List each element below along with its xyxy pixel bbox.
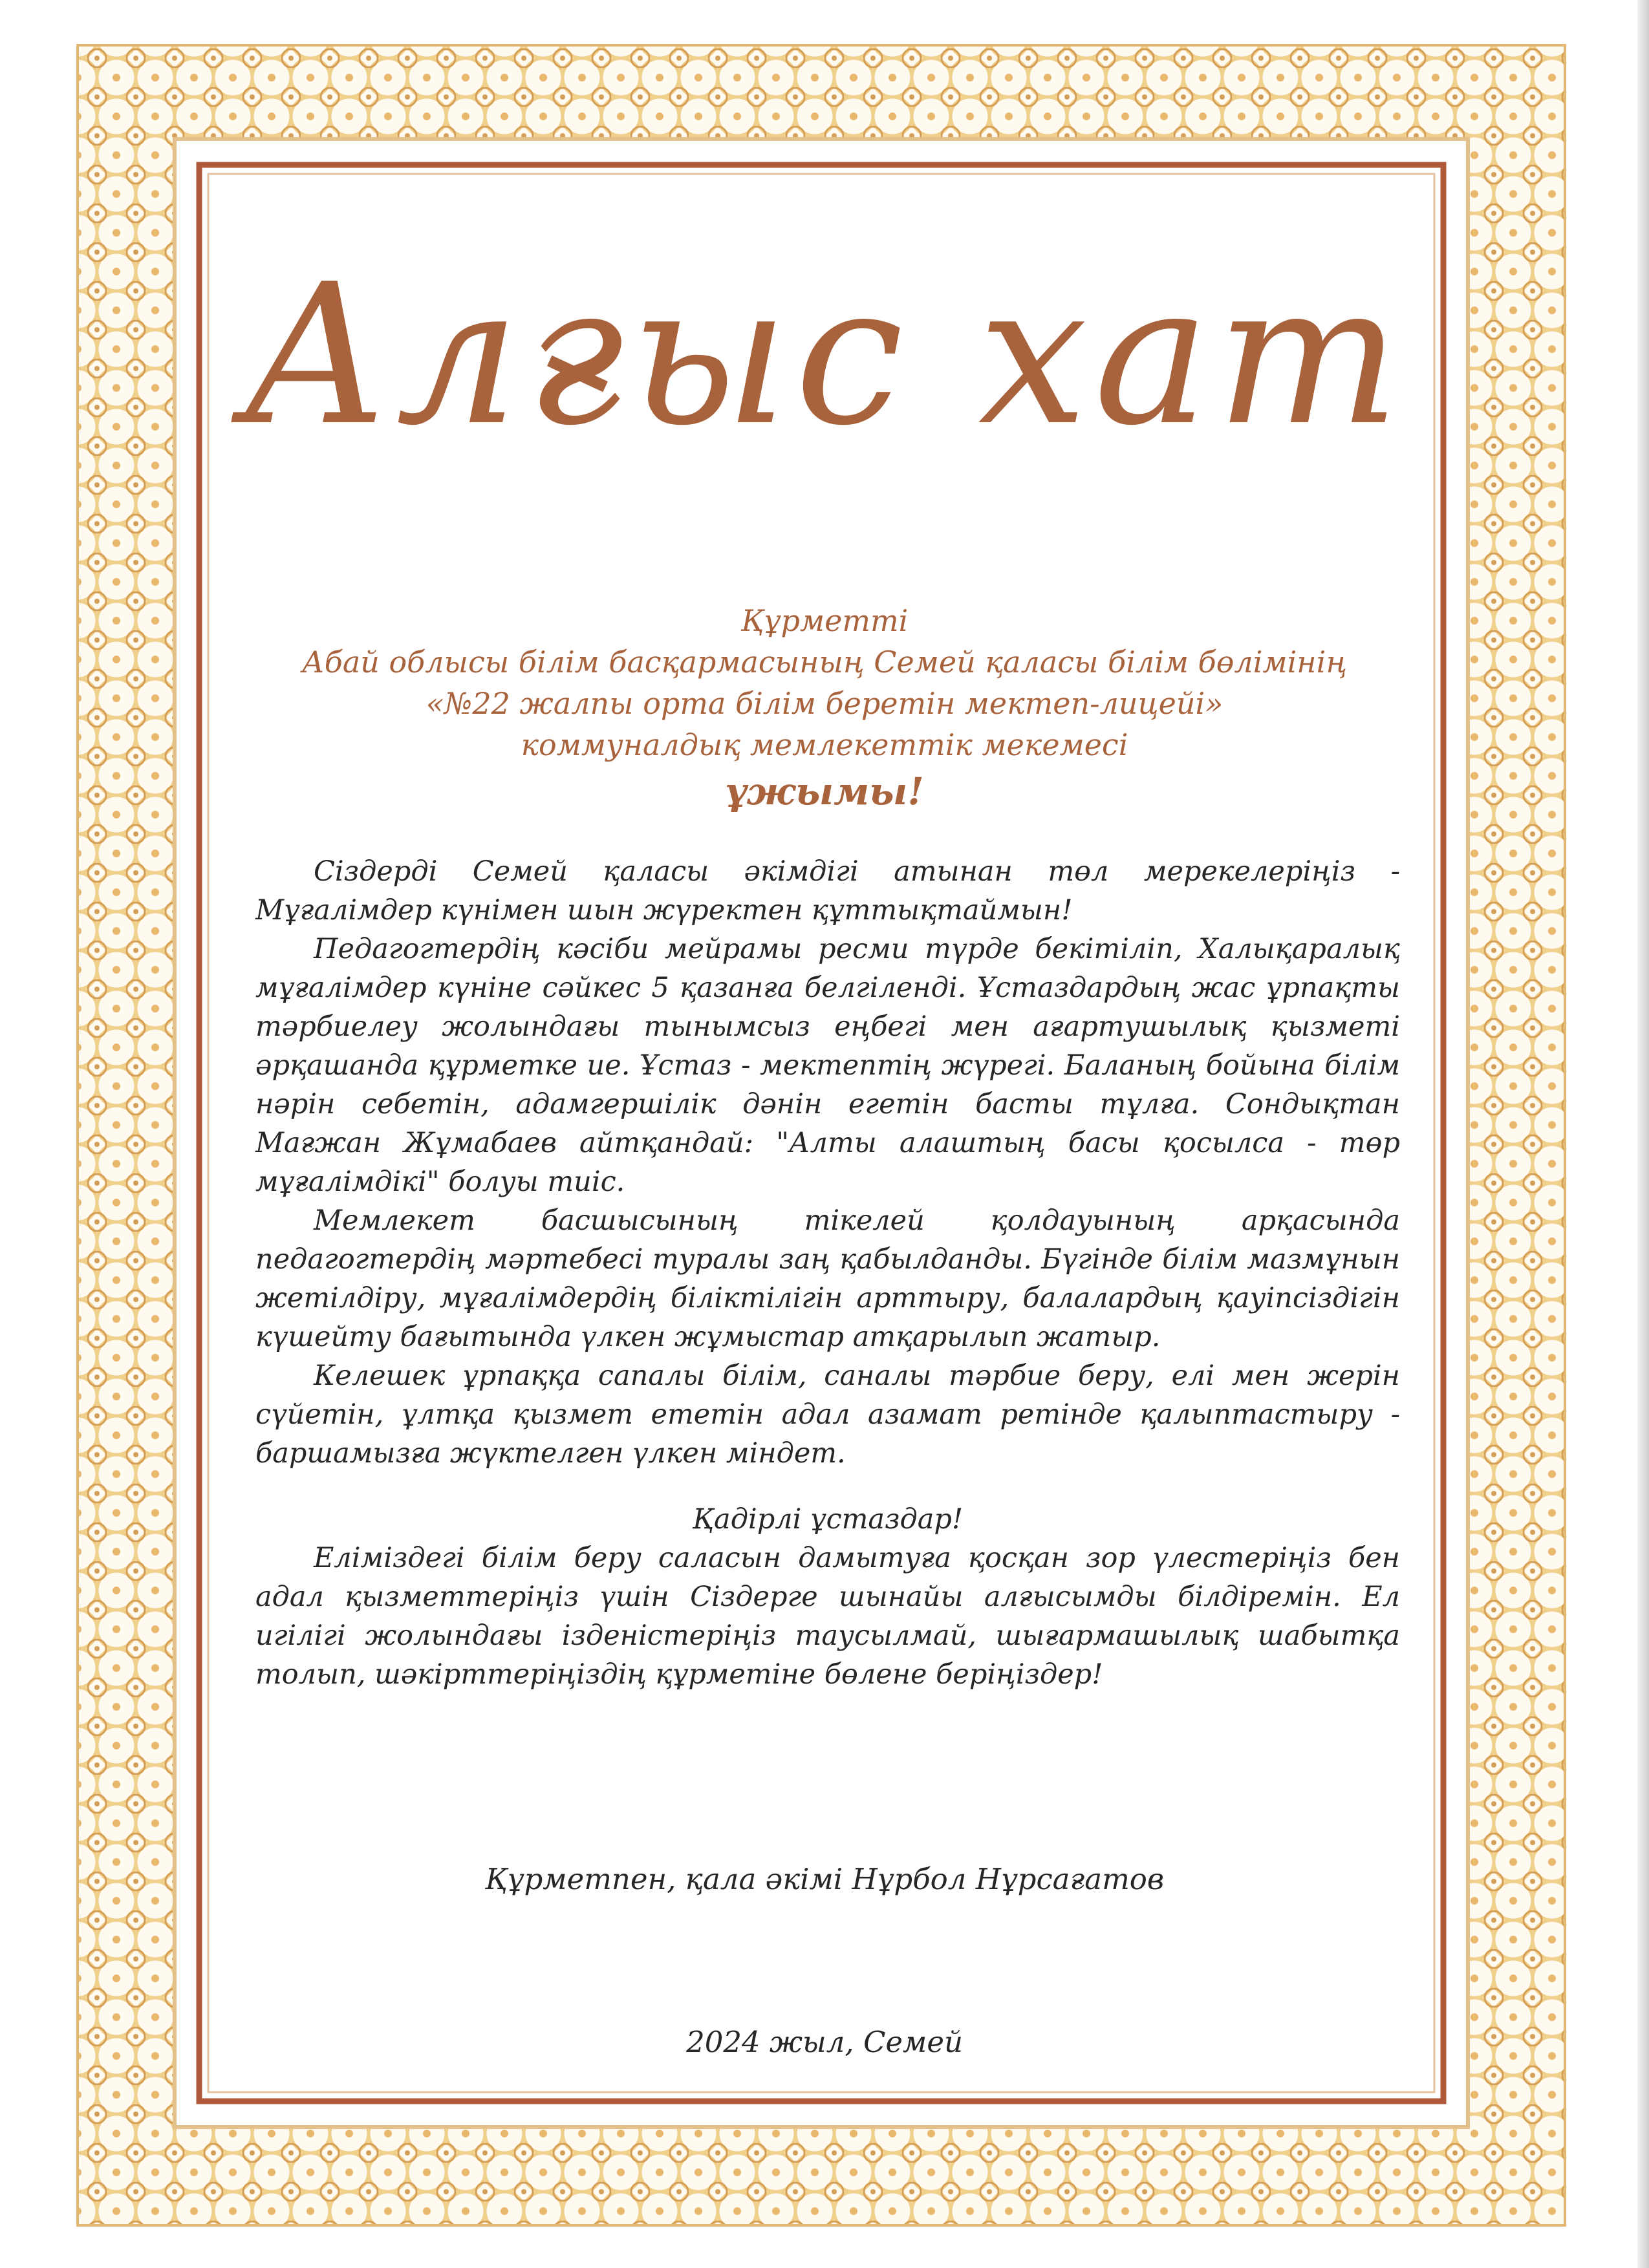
body-paragraph-2: Педагогтердің кәсіби мейрамы ресми түрде бекітіліп, Халықаралық мұғалімдер күніне сәйкес 5 қазанға белгіленді. Ұстаздардың жас ұрпақты тәрбиелеу жолындағы тынымсыз еңбегі мен ағартушылық қызметі әрқашанда құрметке ие. Ұстаз - мектептің жүрегі. Баланың бойына білім нәрін себетін, адамгершілік дәнін егетін басты тұлға. Сондықтан Мағжан Жұмабаев айтқандай: "Алты алаштың басы қосылса - төр мұғалімдікі" болуы тиіс. [255,933,1400,1198]
body-paragraph-5: Еліміздегі білім беру саласын дамытуға қосқан зор үлестеріңіз бен адал қызметтеріңіз үшін Сіздерге шынайы алғысымды білдіремін. Ел игілігі жолындағы ізденістеріңіз таусылмай, шығармашылық шабытқа толып, шәкірттеріңіздің құрметіне бөлене беріңіздер! [255,1542,1400,1691]
body-paragraph-4: Келешек ұрпаққа сапалы білім, саналы тәрбие беру, елі мен жерін сүйетін, ұлтқа қызмет ететін адал азамат ретінде қалыптастыру - баршамызға жүктелген үлкен міндет. [255,1360,1400,1470]
body-paragraph-3: Мемлекет басшысының тікелей қолдауының арқасында педагогтердің мәртебесі туралы заң қабылданды. Бүгінде білім мазмұнын жетілдіру, мұғалімдердің біліктілігін арттыру, балалардың қауіпсіздігін күшейту бағытында үлкен жұмыстар атқарылып жатыр. [255,1204,1400,1353]
addressee-salutation: Құрметті [740,603,909,638]
body-paragraph-1: Сіздерді Семей қаласы әкімдігі атынан төл мерекелеріңіз - Мұғалімдер күнімен шын жүректен құттықтаймын! [255,855,1400,926]
letter-body [255,852,1400,1694]
date-place-line: 2024 жыл, Семей [686,2025,963,2059]
addressee-school: «№22 жалпы орта білім беретін мектеп-лицейі» [426,686,1223,721]
body-greeting: Қадірлі ұстаздар! [692,1503,964,1535]
addressee-institution-type: коммуналдық мемлекеттік мекемесі [521,727,1128,762]
addressee-collective: ұжымы! [725,769,924,813]
addressee-department: Абай облысы білім басқармасының Семей қаласы білім бөлімінің [301,645,1348,679]
signature-line: Құрметпен, қала әкімі Нұрбол Нұрсағатов [484,1862,1165,1896]
addressee-block [233,600,1416,817]
letter-title: Алғыс хат [242,242,1407,468]
